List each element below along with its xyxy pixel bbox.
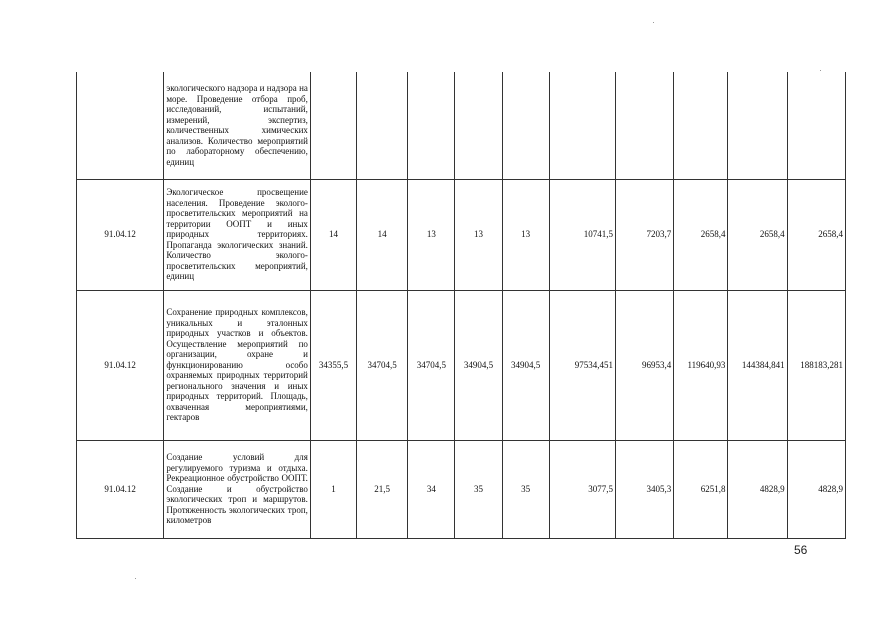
value-cell: 4828,9 <box>787 440 845 538</box>
scan-speck <box>820 70 821 71</box>
table-row <box>77 440 846 538</box>
value-cell <box>310 72 356 179</box>
value-cell: 2658,4 <box>728 179 787 290</box>
value-cell: 34704,5 <box>357 290 408 440</box>
value-cell: 2658,4 <box>674 179 728 290</box>
table-row <box>77 179 846 290</box>
value-cell: 7203,7 <box>616 179 674 290</box>
scan-speck <box>135 578 136 579</box>
value-cell: 14 <box>310 179 356 290</box>
value-cell: 119640,93 <box>674 290 728 440</box>
row-code: 91.04.12 <box>77 440 164 538</box>
value-cell: 1 <box>310 440 356 538</box>
value-cell: 34704,5 <box>408 290 455 440</box>
row-description: экологического надзора и надзора на море. Проведение отбора проб, исследований, испытаний, измерений, экспертиз, количественных химических анализов. Количество мероприятий по лабораторному обеспечению, единиц <box>164 72 311 179</box>
value-cell: 13 <box>502 179 549 290</box>
value-cell <box>455 72 502 179</box>
value-cell: 35 <box>502 440 549 538</box>
value-cell: 21,5 <box>357 440 408 538</box>
value-cell: 188183,281 <box>787 290 845 440</box>
value-cell: 13 <box>408 179 455 290</box>
value-cell: 3405,3 <box>616 440 674 538</box>
row-code: 91.04.12 <box>77 179 164 290</box>
value-cell <box>787 72 845 179</box>
value-cell <box>357 72 408 179</box>
value-cell: 2658,4 <box>787 179 845 290</box>
value-cell: 4828,9 <box>728 440 787 538</box>
value-cell <box>616 72 674 179</box>
value-cell: 34904,5 <box>455 290 502 440</box>
value-cell: 34904,5 <box>502 290 549 440</box>
row-code <box>77 72 164 179</box>
row-description: Экологическое просвещение населения. Проведение эколого-просветительских мероприятий на территории ООПТ и иных природных территориях. Пропаганда экологических знаний. Количество эколого-просветительских мероприятий, единиц <box>164 179 311 290</box>
table-row <box>77 290 846 440</box>
value-cell: 10741,5 <box>549 179 615 290</box>
value-cell: 34 <box>408 440 455 538</box>
value-cell: 34355,5 <box>310 290 356 440</box>
value-cell: 13 <box>455 179 502 290</box>
value-cell <box>549 72 615 179</box>
value-cell: 35 <box>455 440 502 538</box>
data-table <box>76 72 846 539</box>
value-cell <box>728 72 787 179</box>
value-cell: 96953,4 <box>616 290 674 440</box>
value-cell: 97534,451 <box>549 290 615 440</box>
row-description: Сохранение природных комплексов, уникальных и эталонных природных участков и объектов. Осуществление мероприятий по организации, охране и функционированию особо охраняемых природных территорий регионального значения и иных природных территорий. Площадь, охваченная мероприятиями, гектаров <box>164 290 311 440</box>
row-description: Создание условий для регулируемого туризма и отдыха. Рекреационное обустройство ООПТ. Создание и обустройство экологических троп и маршрутов. Протяженность экологических троп, километров <box>164 440 311 538</box>
value-cell: 144384,841 <box>728 290 787 440</box>
row-code: 91.04.12 <box>77 290 164 440</box>
value-cell <box>408 72 455 179</box>
table-row <box>77 72 846 179</box>
page-number: 56 <box>794 543 808 557</box>
value-cell <box>502 72 549 179</box>
value-cell <box>674 72 728 179</box>
value-cell: 6251,8 <box>674 440 728 538</box>
value-cell: 3077,5 <box>549 440 615 538</box>
value-cell: 14 <box>357 179 408 290</box>
scan-speck <box>653 22 654 23</box>
